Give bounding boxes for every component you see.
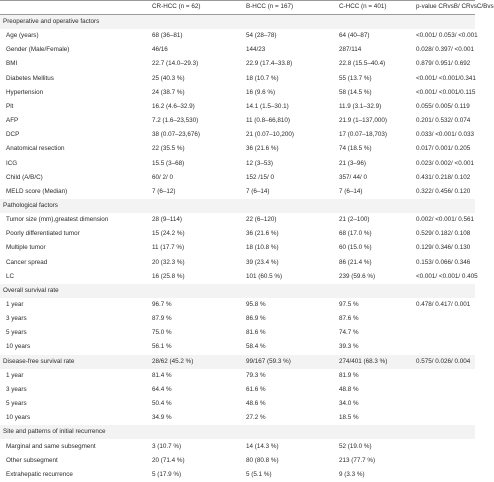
table-row	[0, 114, 475, 128]
table-row	[0, 86, 475, 100]
cell-c2: 54 (28–78)	[246, 32, 277, 40]
cell-c0: Other subsegment	[6, 456, 58, 464]
cell-c1: 16 (25.8 %)	[152, 272, 185, 280]
header-b-hcc: B-HCC (n = 167)	[246, 3, 294, 10]
table-row	[0, 57, 475, 71]
cell-c0: 10 years	[6, 414, 31, 422]
cell-c3: 21 (2–100)	[339, 216, 370, 224]
cell-c0: Multiple tumor	[6, 244, 46, 252]
cell-c4: 0.153/ 0.066/ 0.346	[416, 258, 471, 266]
cell-c0: Hypertension	[6, 88, 44, 96]
table-row	[0, 128, 475, 142]
table-row	[0, 29, 478, 43]
cell-c0: 1 year	[6, 371, 24, 379]
cell-c3: 81.9 %	[339, 371, 359, 379]
cell-c4: 0.478/ 0.417/ 0.001	[416, 301, 471, 308]
cell-c3: 87.6 %	[339, 315, 359, 323]
cell-c2: 99/167 (59.3 %)	[246, 357, 291, 365]
cell-c1: 68 (36–81)	[152, 32, 183, 40]
cell-c0: DCP	[6, 131, 20, 139]
table-row	[0, 213, 475, 227]
cell-c2: 11 (0.8–66,810)	[246, 117, 290, 125]
cell-c1: 34.9 %	[152, 414, 172, 422]
cell-c4: 0.002/ <0.001/ 0.561	[416, 216, 474, 224]
cell-c4: 0.055/ 0.005/ 0.119	[416, 102, 470, 110]
cell-c1: 56.1 %	[152, 343, 172, 351]
cell-c2: 48.6 %	[246, 400, 266, 408]
table-row	[0, 383, 475, 397]
cell-c1: 3 (10.7 %)	[152, 442, 182, 450]
cell-c1: 16.2 (4.6–32.9)	[152, 102, 195, 110]
cell-c2: 16 (9.6 %)	[246, 88, 276, 96]
cell-c1: 25 (40.3 %)	[152, 74, 185, 82]
section-row	[0, 355, 475, 369]
cell-c3: 74.7 %	[339, 329, 359, 337]
cell-c4: <0.001/ 0.053/ <0.001	[416, 32, 478, 40]
cell-c1: 20 (32.3 %)	[152, 258, 185, 266]
header-p-value: p-value CRvsB/ CRvsC/Bvs	[416, 3, 494, 10]
cell-c3: 52 (19.0 %)	[339, 442, 372, 450]
cell-c0: Site and patterns of initial recurrence	[3, 428, 106, 436]
cell-c0: Anatomical resection	[6, 145, 65, 153]
header-cr-hcc: CR-HCC (n = 62)	[152, 3, 201, 10]
table-row	[0, 397, 475, 411]
cell-c4: 0.028/ 0.397/ <0.001	[416, 46, 474, 54]
cell-c0: MELD score (Median)	[6, 187, 68, 195]
cell-c3: 39.3 %	[339, 343, 359, 351]
table-row	[0, 227, 475, 241]
cell-c0: Disease-free survival rate	[3, 357, 75, 365]
section-row	[0, 425, 475, 439]
cell-c2: 95.8 %	[246, 301, 266, 308]
cell-c2: 36 (21.6 %)	[246, 145, 279, 153]
cell-c0: Diabetes Mellitus	[6, 74, 54, 82]
cell-c4: 0.879/ 0.951/ 0.692	[416, 60, 471, 68]
cell-c0: Plt	[6, 102, 14, 110]
cell-c4: <0.001/ <0.001/ 0.405	[416, 272, 478, 280]
cell-c1: 24 (38.7 %)	[152, 88, 185, 96]
cell-c0: Pathological factors	[3, 201, 58, 209]
cell-c4: 0.023/ 0.002/ <0.001	[416, 159, 474, 167]
cell-c4: <0.001/ <0.001/0.341	[416, 74, 476, 82]
cell-c1: 46/16	[152, 46, 168, 54]
cell-c1: 5 (17.9 %)	[152, 470, 182, 478]
cell-c1: 60/ 2/ 0	[152, 173, 174, 181]
cell-c0: Overall survival rate	[3, 286, 59, 294]
cell-c0: Tumor size (mm),greatest dimension	[6, 216, 109, 224]
cell-c3: 86 (21.4 %)	[339, 258, 372, 266]
cell-c2: 39 (23.4 %)	[246, 258, 279, 266]
table-row	[0, 100, 475, 114]
cell-c4: <0.001/ <0.001/0.115	[416, 88, 476, 96]
table-row	[0, 326, 475, 340]
cell-c2: 18 (10.8 %)	[246, 244, 279, 252]
cell-c3: 21 (3–96)	[339, 159, 366, 167]
cell-c2: 14.1 (1.5–30.1)	[246, 102, 289, 110]
cell-c3: 11.9 (3.1–32.9)	[339, 102, 382, 110]
cell-c3: 287/114	[339, 46, 362, 54]
cell-c0: Gender (Male/Female)	[6, 46, 70, 54]
cell-c0: 3 years	[6, 315, 27, 323]
cell-c3: 97.5 %	[339, 301, 359, 308]
cell-c1: 75.0 %	[152, 329, 172, 337]
cell-c3: 213 (77.7 %)	[339, 456, 376, 464]
cell-c1: 22.7 (14.0–29.3)	[152, 60, 199, 68]
cell-c2: 22 (6–120)	[246, 216, 277, 224]
cell-c0: Poorly differentiated tumor	[6, 230, 80, 238]
cell-c1: 22 (35.5 %)	[152, 145, 185, 153]
cell-c0: LC	[6, 272, 15, 280]
section-row	[0, 15, 475, 29]
table-row	[0, 340, 475, 354]
table-row	[0, 256, 475, 270]
cell-c2: 58.4 %	[246, 343, 266, 351]
cell-c4: 0.322/ 0.456/ 0.120	[416, 187, 471, 195]
table-row	[0, 440, 475, 454]
cell-c1: 28 (9–114)	[152, 216, 182, 224]
cell-c3: 74 (18.5 %)	[339, 145, 372, 153]
cell-c1: 7.2 (1.6–23,530)	[152, 117, 199, 125]
cell-c0: 1 year	[6, 301, 24, 308]
cell-c2: 27.2 %	[246, 414, 266, 422]
cell-c1: 87.9 %	[152, 315, 172, 323]
cell-c2: 22.9 (17.4–33.8)	[246, 60, 293, 68]
cell-c3: 58 (14.5 %)	[339, 88, 372, 96]
cell-c2: 18 (10.7 %)	[246, 74, 279, 82]
cell-c1: 15 (24.2 %)	[152, 230, 185, 238]
cell-c2: 81.6 %	[246, 329, 266, 337]
cell-c1: 20 (71.4 %)	[152, 456, 185, 464]
cell-c0: BMI	[6, 60, 18, 68]
table-row	[0, 411, 475, 425]
table-row	[0, 454, 475, 468]
table-row	[0, 298, 475, 312]
cell-c2: 21 (0.07–10,200)	[246, 131, 294, 139]
table-row	[0, 171, 475, 185]
cell-c0: 5 years	[6, 329, 27, 337]
cell-c2: 86.9 %	[246, 315, 266, 323]
cell-c2: 144/23	[246, 46, 266, 54]
section-row	[0, 284, 475, 298]
cell-c3: 17 (0.07–18,703)	[339, 131, 387, 139]
table-row	[0, 270, 478, 284]
cell-c3: 274/401 (68.3 %)	[339, 357, 388, 365]
cell-c3: 21.9 (1–137,000)	[339, 117, 387, 125]
cell-c0: Age (years)	[6, 32, 39, 40]
cell-c0: Extrahepatic recurrence	[6, 470, 73, 478]
cell-c4: 0.575/ 0.026/ 0.004	[416, 357, 471, 365]
cell-c1: 7 (6–12)	[152, 187, 176, 195]
cell-c2: 61.6 %	[246, 385, 266, 393]
cell-c1: 81.4 %	[152, 371, 172, 379]
cell-c2: 5 (5.1 %)	[246, 470, 272, 478]
cell-c4: 0.017/ 0.001/ 0.205	[416, 145, 471, 153]
cell-c2: 152 /15/ 0	[246, 173, 275, 181]
cell-c4: 0.431/ 0.218/ 0.102	[416, 173, 471, 181]
cell-c3: 9 (3.3 %)	[339, 470, 365, 478]
cell-c3: 60 (15.0 %)	[339, 244, 372, 252]
cell-c3: 34.0 %	[339, 400, 359, 408]
cell-c1: 38 (0.07–23,676)	[152, 131, 200, 139]
cell-c3: 7 (6–14)	[339, 187, 363, 195]
cell-c1: 64.4 %	[152, 385, 172, 393]
table-row	[0, 142, 475, 156]
cell-c0: Marginal and same subsegment	[6, 442, 96, 450]
table-row	[0, 43, 475, 57]
cell-c0: Child (A/B/C)	[6, 173, 43, 181]
cell-c0: 5 years	[6, 400, 27, 408]
table-row	[0, 72, 475, 86]
table-top-rule	[0, 0, 475, 1]
cell-c0: 10 years	[6, 343, 31, 351]
cell-c2: 7 (6–14)	[246, 187, 270, 195]
table-row	[0, 312, 475, 326]
cell-c0: AFP	[6, 117, 19, 125]
cell-c3: 18.5 %	[339, 414, 359, 422]
cell-c1: 96.7 %	[152, 301, 172, 308]
cell-c1: 50.4 %	[152, 400, 172, 408]
cell-c3: 68 (17.0 %)	[339, 230, 372, 238]
table-row	[0, 468, 475, 482]
table-row	[0, 241, 475, 255]
cell-c3: 64 (40–87)	[339, 32, 370, 40]
section-row	[0, 199, 475, 213]
cell-c1: 15.5 (3–68)	[152, 159, 185, 167]
cell-c4: 0.529/ 0.182/ 0.108	[416, 230, 471, 238]
cell-c2: 79.3 %	[246, 371, 266, 379]
table-row	[0, 185, 475, 199]
table-row	[0, 157, 475, 171]
table-row	[0, 369, 475, 383]
cell-c0: ICG	[6, 159, 18, 167]
cell-c0: 3 years	[6, 385, 27, 393]
cell-c2: 101 (60.5 %)	[246, 272, 283, 280]
cell-c1: 11 (17.7 %)	[152, 244, 185, 252]
cell-c2: 80 (80.8 %)	[246, 456, 279, 464]
cell-c0: Preoperative and operative factors	[3, 18, 100, 25]
cell-c4: 0.201/ 0.532/ 0.074	[416, 117, 471, 125]
cell-c3: 357/ 44/ 0	[339, 173, 368, 181]
cell-c2: 36 (21.6 %)	[246, 230, 279, 238]
cell-c3: 22.8 (15.5–40.4)	[339, 60, 386, 68]
cell-c4: 0.129/ 0.346/ 0.130	[416, 244, 471, 252]
cell-c3: 48.8 %	[339, 385, 359, 393]
cell-c4: 0.033/ <0.001/ 0.033	[416, 131, 474, 139]
cell-c1: 28/62 (45.2 %)	[152, 357, 194, 365]
header-c-hcc: C-HCC (n = 401)	[339, 3, 387, 10]
cell-c3: 55 (13.7 %)	[339, 74, 372, 82]
cell-c0: Cancer spread	[6, 258, 48, 266]
cell-c3: 239 (59.6 %)	[339, 272, 376, 280]
cell-c2: 14 (14.3 %)	[246, 442, 279, 450]
cell-c2: 12 (3–53)	[246, 159, 273, 167]
